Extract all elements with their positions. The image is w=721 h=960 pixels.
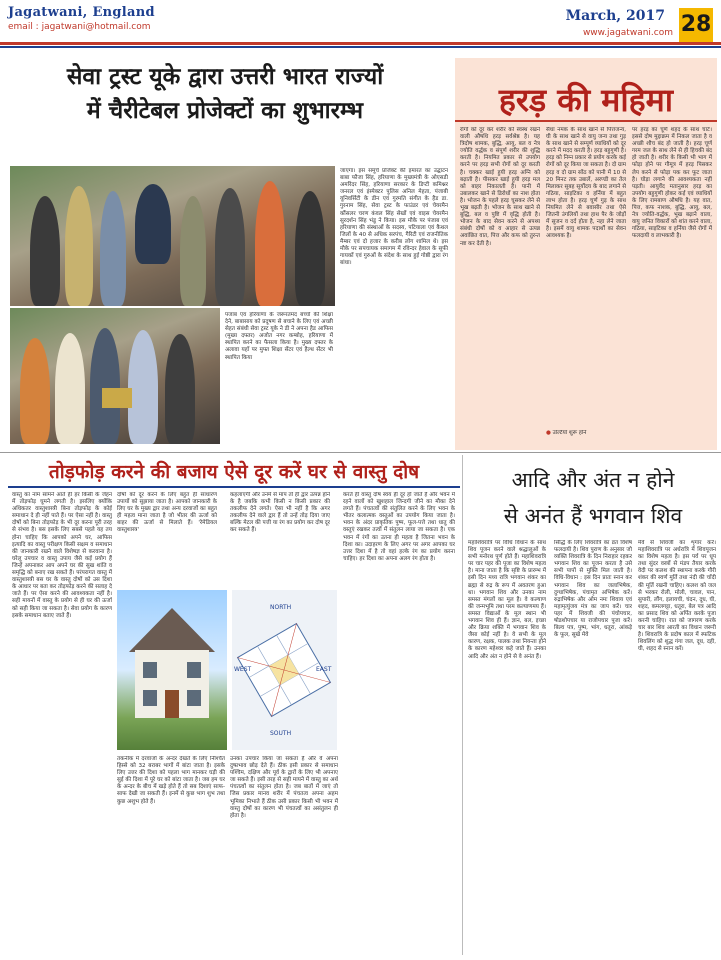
house-icon	[117, 590, 227, 750]
harad-col-1: रोगों को दूर कर शरीर को स्वस्थ रखने वाली औषधि हरड़ सर्वश्रेष्ठ है। यह त्रिदोष शामक, बुद्धि, आयु, बल व नेत्र ज्योति वर्द्धक व संपूर्ण शरीर की शुद्धि करती है। नियमित प्रकार से उपयोग करने पर हरड़ सभी रोगों को दूर करती है। चक्कर खाई हुयी हरड़ अग्नि को बढ़ाती है। पीसकर खाई हुयी हरड़ मल को बाहर निकालती है। पानी में उबालकर खाने से डिरोधों का नाश होता है। भोजन के पहले हरड़ चूसकर लेने से भूख बढ़ती है। भोजन के साथ खाने से बुद्धि, बल व पुष्टि में वृद्धि होती है। भोजन के बाद सेवन करने से अपथ्य संबंधी दोषों को व आहार से उत्पन्न अवांछित वात, पित्त और कफ को तुरन्त नष्ट कर देती है।	[460, 127, 540, 247]
section-divider	[0, 452, 721, 453]
vastu-compass-diagram	[232, 590, 337, 750]
event-photo-1	[10, 166, 335, 306]
article1-headline-line2: में चैरीटेबल प्रोजेक्टों का शुभारम्भ	[86, 97, 364, 124]
masthead-left	[8, 5, 168, 32]
issue-date: March, 2017	[565, 8, 665, 24]
email-address[interactable]: email : jagatwani@hotmail.com	[8, 22, 151, 32]
harad-footer-note	[546, 430, 626, 437]
shiva-headline-line1: आदि और अंत न होने	[511, 468, 675, 492]
compass-east-label: EAST	[316, 666, 332, 673]
vastu-headline-rule	[8, 486, 460, 488]
vastu-col-2-top: दोषों को दूर करने के लिए बहुत ही साधारण उपायों को सुझाया जाता है। आपको जानकारी के लिए घर के मुख्य द्वार तथा अन्य दरवाजों का बहुत ही महत्व माना जाता है जो भीतर की ऊर्जा को बाहर की ऊर्जा से मिलाते हैं। 'रेमेडियल वास्तुशास्त्र'	[117, 492, 217, 534]
column-divider	[462, 455, 463, 955]
header-rule-blue	[0, 46, 721, 48]
masthead-right	[543, 8, 713, 44]
page-number: 28	[679, 8, 713, 42]
harad-title: हरड़ की महिमा	[498, 81, 674, 119]
shiva-col-2: सिद्धि के लिए शिवरात्रि का व्रत विशेष फलदायी है। शिव पुराण के अनुसार जो व्यक्ति शिवरात्रि के दिन निराहार रहकर भगवान शिव का पूजन करता है उसे सभी पापों से मुक्ति मिल जाती है। विधि-विधान : इस दिन प्रातः स्नान कर भगवान शिव का जलाभिषेक, दुग्धाभिषेक, पंचामृत अभिषेक करें। रुद्राभिषेक और ओम नमः शिवाय एवं महामृत्युंजय मंत्र का जाप करें। चार पहर में शिवजी की पंचोपचार, षोडशोपचार या राजोपचार पूजा करें। बिल्व पत्र, पुष्प, भांग, धतूरा, आंकड़े के फूल, सूखे मेवे	[554, 540, 632, 639]
article1-text-right: जाएगा। इस समूचे प्रोजेक्ट की इमारत का उद्घाटन बाबा फौजा सिंह, हरियाणा के मुख्यमंत्री के ओएसडी अमरिंदर सिंह, हरियाणा सरकार के डिप्टी कमिश्नर जनरल एवं इंस्पेक्टर पुलिस अनिल मेहता, पंजाबी यूनिवर्सिटी के डीन एवं गुरमति संगीत के हैड डा. गुरनाम सिंह, सेवा ट्रस्ट के फाउंडर एवं चेयरमैन कौंसलर चरण कंवल सिंह सेखों एवं वाइस चेयरमैन सुरदर्शन सिंह भंडू ने किया। इस मौके पर पंजाब एवं हरियाणा की संस्थाओं के सदस्य, पटियाला एवं कैथल जिलों के 40 से अधिक सरपंच, गैरिटी एवं राजनीतिक मैम्बर एवं दो हजार के करीब लोग शामिल थे। इस मौके पर सपचायक समागम में रविन्दर हेवाल के सूफी गायकों एवं गुरुओं के संदेश के साथ हुई गोष्ठी द्वारा रंग बांधा।	[340, 168, 448, 267]
harad-footer-text: उल्टियाँ शुरू होने	[552, 430, 587, 436]
article1-headline	[10, 60, 440, 128]
compass-west-label: WEST	[234, 666, 252, 673]
bullet-icon: ●	[546, 430, 551, 436]
article1-text-lower: पंजाब एवं हरियाणा के जरूरतमंद बच्चों की शिक्षा देने, बाबासाय को प्रदूषण से बचाने के लिए एवं अच्छी सेहत संबंधी सेवा ट्रस्ट यूके ने डी ने अपना हैड आफिस (मुख्य दफ्तर) अजोत नगर कम्बोह, हरियाणा में स्थापित करने का फैसला किया है। मुख्य दफ्तर के अलावा यहाँ पर मुफ्त शिक्षा सेंटर एवं हैल्थ सेंटर भी स्थापित किया	[225, 312, 333, 361]
vastu-col-3-top: कहलाएगी और उनमें से माप तो ही द्वार उत्पन्न होने के है जबकि कभी किसी न किसी प्रकार की तकलीफ देने लगते। ऐसा भी नहीं है कि अगर तकलीफ देने वाले द्वार हैं तो उन्हें तोड़ दिया जाए बल्कि मेटल की पत्ती या रंग का प्रयोग कर दोष दूर कर सकते हैं।	[230, 492, 330, 534]
award-plaque	[102, 388, 132, 408]
vastu-col-2-bottom: तकनीक में दरवाजों के अन्दर देखते के लिए निश्चित हिस्से को 32 बराबर भागों में बांटा जाता है। इसके लिए उत्तर की दिशा को पहला भाग मानकर घड़ी की सुई की दिशा में पूरे घर को बांटा जाता है। जब हम घर के अन्दर के बीच में खड़े होते हैं तो सब दिशाएं साफ-साफ देखी जा सकती हैं। इनमें से कुछ भाग शुभ तथा कुछ अशुभ होते हैं।	[117, 756, 225, 805]
shiva-headline-line2: से अनंत हैं भगवान शिव	[503, 504, 683, 528]
article1-headline-line1: सेवा ट्रस्ट यूके द्वारा उत्तरी भारत राज्यों	[66, 63, 384, 90]
vastu-col-3-bottom: उनका उपचार किया जा सकता है और वे अपना दुष्प्रभाव छोड़ देते हैं। ठीक इसी प्रकार से समाधान पश्चिम, दक्षिण और पूर्व के द्वारों के लिए भी अपनाए जा सकते हैं। इसी तरह से सही मायने में वास्तु का अर्थ पंचतत्वों का संतुलन होता है। जब बातों में जाएं तो जिस प्रकार मानव शरीर में पंचतत्व अपना अहम भूमिका निभाते हैं ठीक उसी प्रकार किसी भी भवन में वास्तु दोषों का कारण भी पंचतत्वों का असंतुलन ही होता है।	[230, 756, 338, 819]
compass-south-label: SOUTH	[270, 730, 292, 737]
shiva-headline	[468, 462, 718, 534]
header-rule	[0, 42, 721, 45]
newspaper-brand: Jagatwani, England	[8, 5, 155, 20]
harad-title-rule	[455, 120, 717, 122]
shiva-col-3: मेवे से शिवजी का शृंगार करें। महाशिवरात्रि पर अर्धरात्रि में शिवपूजन का विशेष महत्व है। इस पर्व पर धूप तथा सुंदर वस्त्रों से मंडप तैयार करके वेदी पर कलश की स्थापना करके गौरी शंकर की स्वर्ण मूर्ति तथा नंदी की चाँदी की मूर्ति रखनी चाहिए। कलश को जल से भरकर रोली, मोली, चावल, पान, सुपारी, लौंग, इलायची, चंदन, दूध, घी, शहद, कमलगट्टा, धतूरा, बेल पत्र आदि का प्रसाद शिव को अर्पित करके पूजा करनी चाहिए। रात को जागरण करके चार बार शिव आरती का विधान जरूरी है। शिवरात्रि के प्रदोष काल में स्फटिक शिवलिंग को शुद्ध गंगा जल, दूध, दही, घी, शहद से स्नान करें।	[638, 540, 716, 653]
event-photo-2	[10, 308, 220, 444]
harad-col-3: पर हरड़ का चूर्ण शहद के साथ चाटें। इससे दोष मुद्दाक्रम में निकल जाता है व अच्छी शौच बंद हो जाती है। हरड़ चूर्ण गरम जल के साथ लेने से ही हिचकी बंद हो जाती है। शरीर के किसी भी भाग में फोड़ा होने पर गौमूत्र में हरड़ पिसकर लेप करने से फोड़ा पक कर फूट जाता है। घोड़ा लगाने की आवश्यकता नहीं पड़ती। आयुर्वेद मतानुसार हरड़ का उपयोग बहुगुणी होकर कई एवं व्याधियों के लिए रामबाण औषधि है। यह वात, पित्त, कफ नाशक, बुद्धि, आयु, बल, नेत्र ज्योति-वर्द्धक, भूख बढ़ाने वाला, वायु जनित विकारों को शांत करने वाला, गठिया, साइटिका व हर्निया जैसे रोगों में फलदायी व लाभकारी है।	[632, 127, 712, 240]
website-link[interactable]: www.jagatwani.com	[582, 28, 673, 38]
vastu-headline: तोड़फोड़ करने की बजाय ऐसे दूर करें घर से वास्तु दोष	[48, 461, 420, 483]
vastu-col-1: वास्तु का नाम सामने आते ही हर किसी के जेहन में तोड़फोड़ घूमने लगती है। इसलिए क्योंकि अधिकतर वास्तुशास्त्री बिना तोड़फोड़ के कोई समाधान दे ही नहीं पाते हैं। पर ऐसा नहीं है। वास्तु दोषों को बिना तोड़फोड़ के भी दूर करना पूरी तरह से संभव है। बस इसके लिए सबसे पहले यह तय होना चाहिए कि आपको अपने घर, आफिस इत्यादि का वास्तु परीक्षण किसी सक्षम व समाधान की जानकारी रखने वाले विशेषज्ञ से करवाना है। घरेलू उपचार व वास्तु उपाय जैसे कई प्रयोग हैं जिन्हें अपनाकर आप अपने घर की सुख शांति व समृद्धि को बनाए रख सकते हैं। परंपरागत वास्तु में वास्तुशास्त्री बस घर के वास्तु दोषों को उस दिशा के आधार पर बता कर तोड़फोड़ करने की सलाह दे जाते हैं। पर ऐसा करने की आवश्यकता नहीं है। सही मायनों में वास्तु के प्रयोग से ही घर की ऊर्जा को सही किया जा सकता है। सेवा प्रयोग के कारण इसके समाधान बताए जाते हैं।	[12, 492, 112, 619]
compass-north-label: NORTH	[270, 604, 292, 611]
harad-col-2: सैंधा नमक के साथ खाने से पित्तजन्य, घी के साथ खाने से वायु जन्य तथा गुड़ के साथ खाने से सम्पूर्ण व्याधियों को दूर करने में मदद करती है। हरड़ बहुगुणी है। हरड़ को निम्न प्रकार से प्रयोग करके कई रोगों को दूर किया जा सकता है। दो ग्राम हरड़ व दो ग्राम सोंठ को पानी में 10 से 20 मिनट तक उबालें, अरण्डी का तेल मिलाकर सुबह सूर्योदय के बाद लगाने से गठिया, साइटिका व हर्निया में बहुत लाभ होता है। हरड़ चूर्ण गुड़ के साथ नियमित लेने से बवासीर तथा ऐसे जितनी उंगलियों तथा हाथ पैर के जोड़ों में सूजन व दर्द होता है, नहा लेने जाता है। इसमें वायु शामक पदार्थों का सेवन आवश्यक है।	[546, 127, 626, 240]
shiva-col-1: महाशिवरात्रि पर विधि विधान के साथ शिव पूजन करने वाले श्रद्धालुओं के सभी मनोरथ पूर्ण होते हैं। महाशिवरात्रि पर चार पहर की पूजा का विशेष महत्व है। माना जाता है कि सृष्टि के प्रारम्भ में इसी दिन मध्य रात्रि भगवान शंकर का ब्रह्मा से रुद्र के रूप में अवतरण हुआ था। भगवान शिव और उनका नाम समस्त मंगलों का मूल है। वे कल्याण की जन्मभूमि तथा परम कल्याणमय हैं। समस्त विद्याओं के मूल स्थान भी भगवान शिव ही हैं। ज्ञान, बल, इच्छा और क्रिया शक्ति में भगवान शिव के जैसा कोई नहीं है। वे सभी के मूल कारण, रक्षक, पालक तथा नियन्ता होने के कारण महेश्वर कहे जाते हैं। उनका आदि और अंत न होने से वे अनंत हैं।	[468, 540, 546, 660]
vastu-col-4: करते ही वास्तु दोष स्वयं ही दूर हो जाते हैं और भवन में रहने वालों को खुशहाल जिन्दगी जीने का मौका देने लगते हैं। पंचतत्वों की संतुलित करने के लिए भवन के भीतर कलात्मक वस्तुओं का उपयोग किया जाता है। भवन के अंदर प्राकृतिक पुष्प, फूल-पत्ते तथा धातु की वस्तुएं रखकर तत्वों में संतुलन लाया जा सकता है। एक भवन में रंगों का उतना ही महत्व है जितना भवन के दिशा का। उदाहरण के लिए अगर पर अगर आपका घर उत्तर दिशा में है तो वहां हल्के रंग का प्रयोग करना चाहिए। हर दिशा का अपना अलग रंग होता है।	[343, 492, 455, 562]
house-photo	[117, 590, 227, 750]
